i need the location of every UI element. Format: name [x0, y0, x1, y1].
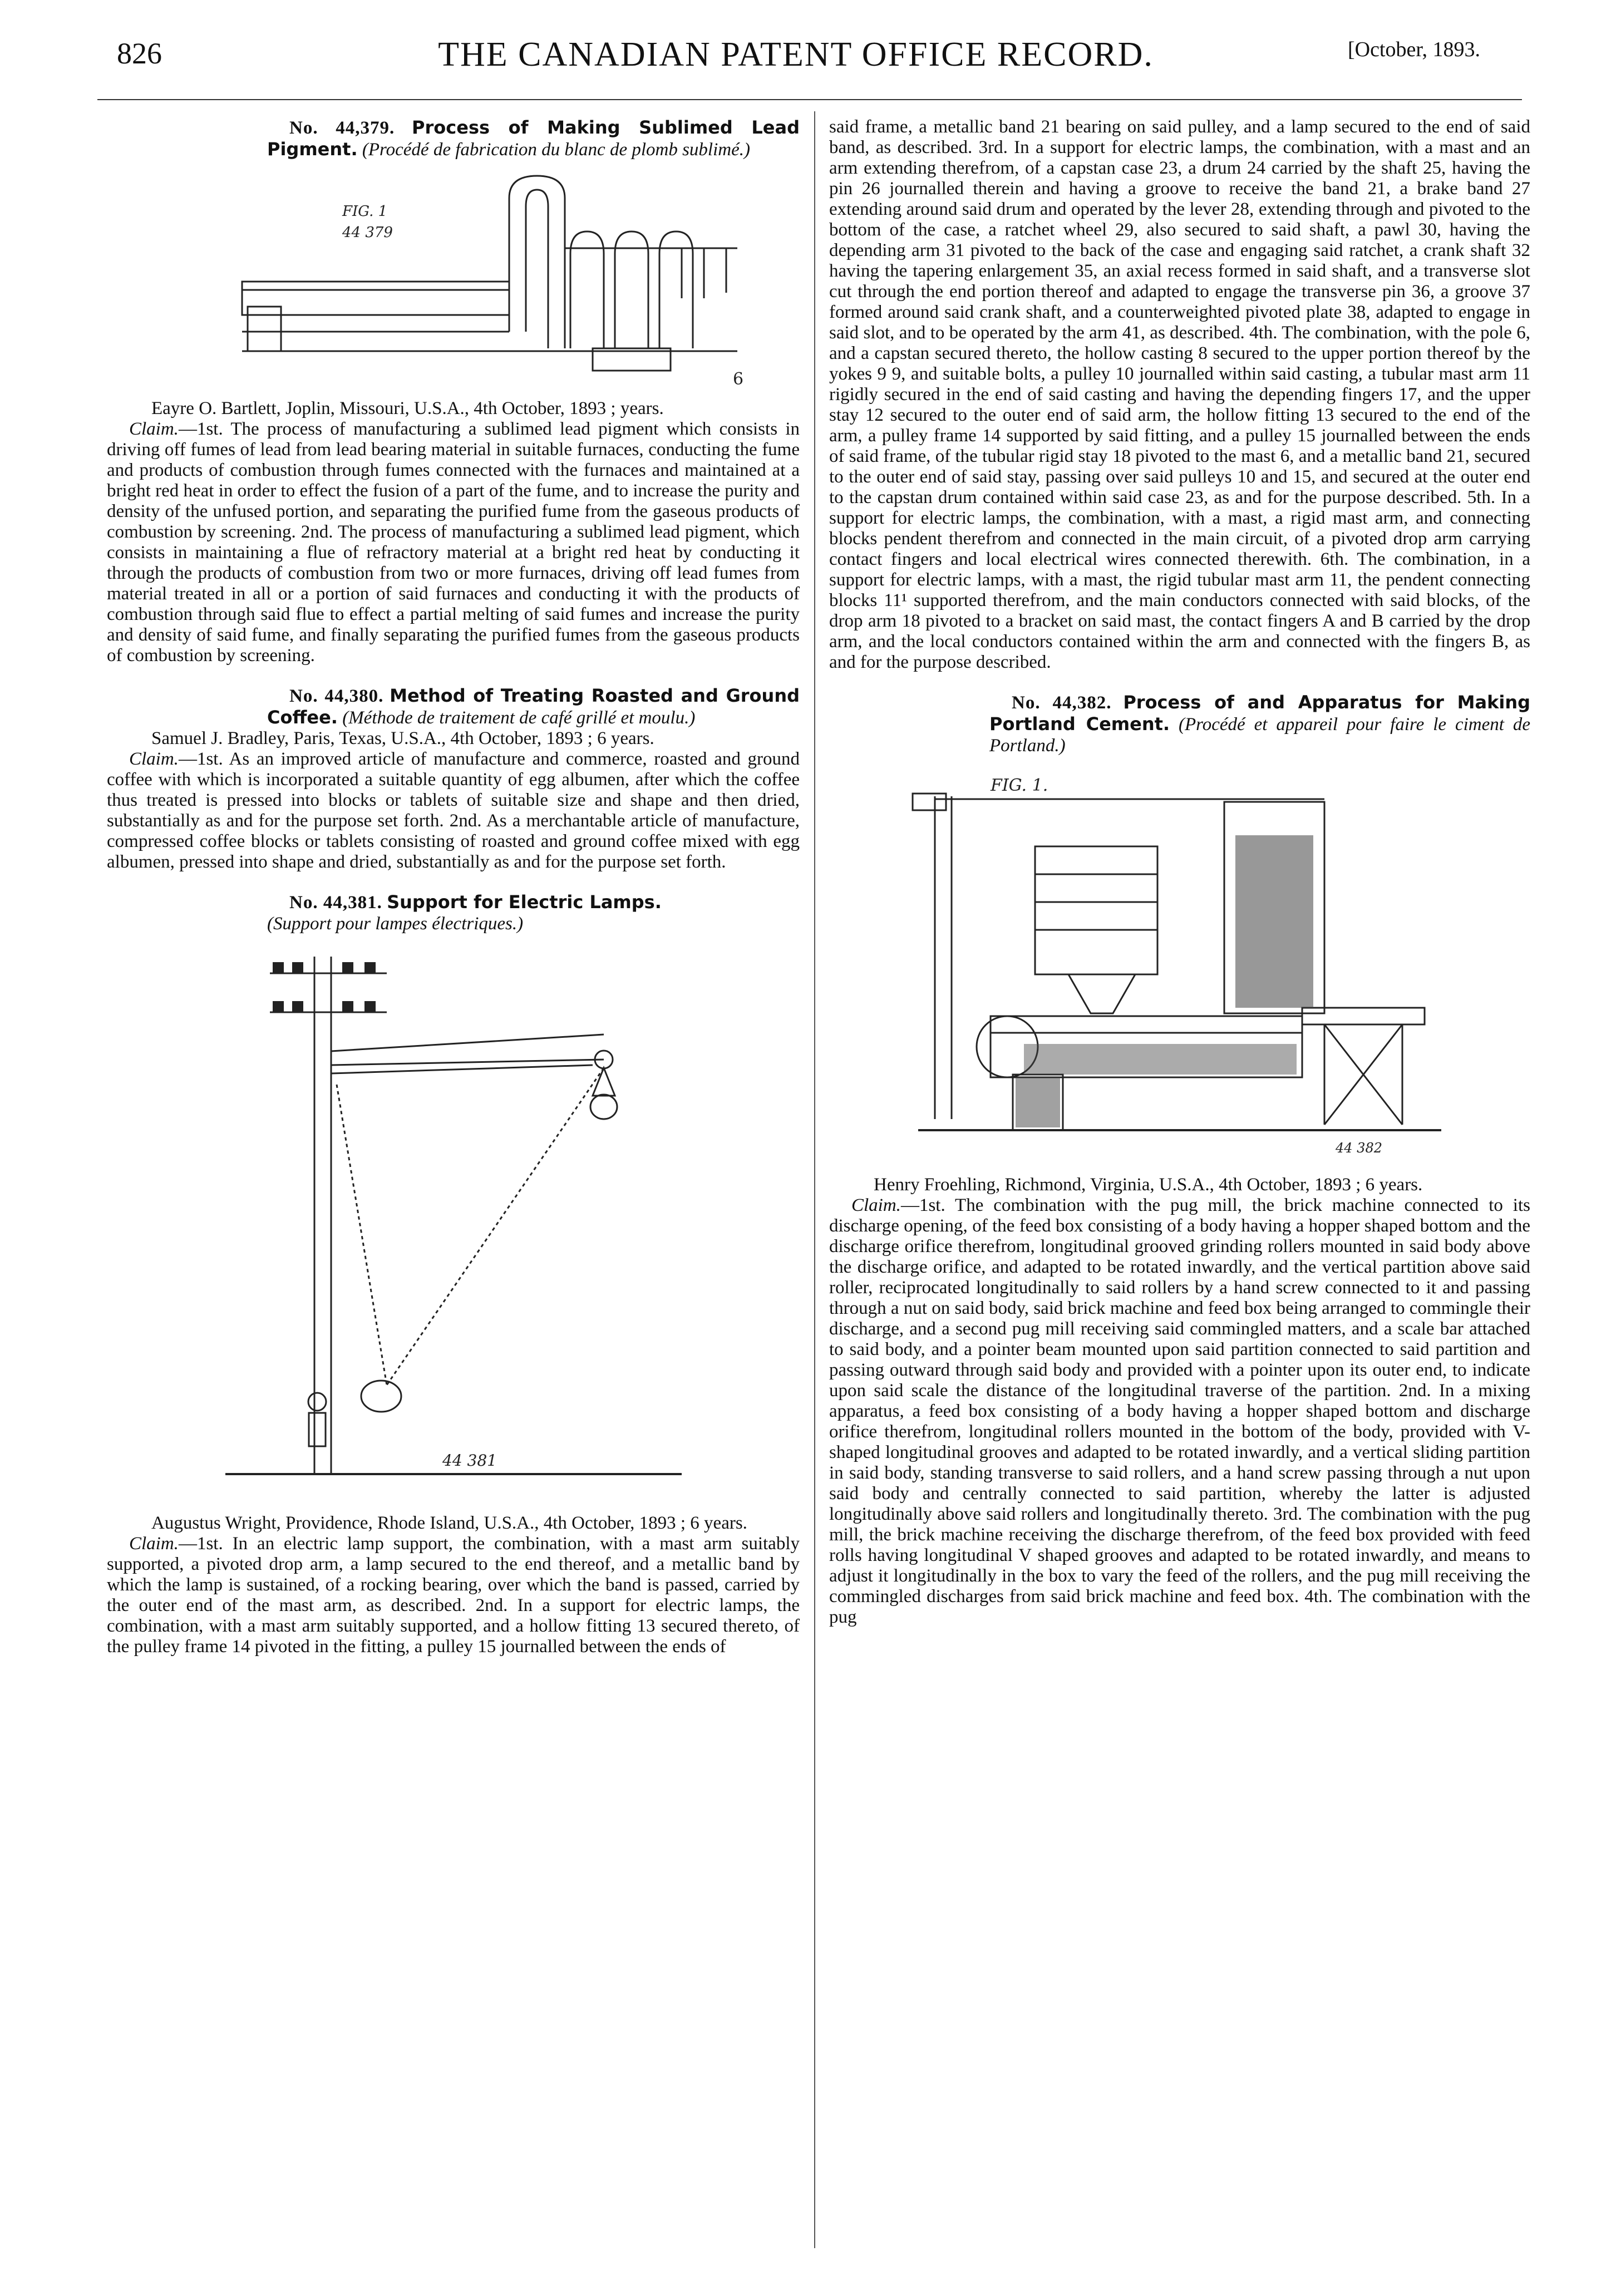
figure-lead-furnace [159, 165, 748, 398]
lamp-support-drawing [203, 940, 704, 1513]
claim-label: Claim. [129, 1534, 179, 1554]
patent-number: No. 44,382. [1012, 693, 1112, 713]
claim-text: —1st. The combination with the pug mill, the brick machine connected to its discharge opening, of the feed box consisting of a body having a hopper shaped bottom and the discharge orifice therefrom, longitudinal grooved grinding rollers mounted in said body above the discharge orifice, and adapted to be rotated inwardly, and the vertical partition above said roller, reciprocated longitudinally to said rollers by a hand screw connected to it and passing through a nut on said body, said brick machine and feed box being arranged to commingle their discharge, and a second pug mill receiving said commingled matters, and a scale bar attached to said body, and a pointer beam mounted upon said partition connected to said partition and passing outward through said body and provided with a pointer upon its outer end, to indicate upon said scale the distance of the longitudinal traverse of the partition. 2nd. In a mixing apparatus, a feed box consisting of a body having a hopper shaped bottom and discharge orifice therefrom, longitudinal rollers mounted in the bottom of the body, provided with V-shaped longitudinal grooves and adapted to be rotated inwardly, and a vertical sliding partition in said body, standing transverse to said rollers, and a hand screw passing through a nut upon said body and centrally connected to said partition, whereby the latter is adjusted longitudinally above said rollers and longitudinally thereto. 3rd. The combination with the pug mill, the brick machine receiving the discharge therefrom, of the feed box provided with feed rolls having longitudinal V shaped grooves and adapted to be rotated inwardly, and means to adjust it longitudinally in the box to vary the feed of the rollers, and the pug mill receiving the commingled discharges from said brick machine and feed box. 4th. The combination with the pug [829, 1195, 1530, 1627]
cement-apparatus-drawing [901, 763, 1458, 1175]
patent-number: No. 44,380. [289, 686, 384, 706]
patent-heading [107, 891, 800, 934]
patent-claim [107, 749, 800, 873]
patent-french-title: (Support pour lampes électriques.) [267, 914, 524, 934]
patent-number: No. 44,381. [289, 893, 382, 913]
patent-44382 [829, 692, 1530, 1628]
figure-number: 44 381 [442, 1451, 497, 1470]
column-divider [814, 111, 815, 2248]
patent-title: Method of Treating Roasted and Ground Coffee. [267, 685, 800, 728]
patent-title: Process of Making Sublimed Lead Pigment. [267, 117, 800, 160]
patent-title: Support for Electric Lamps. [387, 891, 662, 913]
claim-label: Claim. [129, 419, 179, 439]
patent-french-title: (Procédé et appareil pour faire le ciment de Portland.) [989, 715, 1531, 756]
left-column [107, 117, 800, 1657]
claim-continuation: said frame, a metallic band 21 bearing on said pulley, and a lamp secured to the end of said band, as described. 3rd. In a support for electric lamps, the combination, with a mast and an arm extending therefrom, of a capstan case 23, a drum 24 carried by the shaft 25, having the pin 26 journalled therein and having a groove to receive the band 21, a brake band 27 extending around said drum and operated by the lever 28, extending through and pivoted to the bottom of the case, a ratchet wheel 29, also secured to said shaft, a pawl 30, having the depending arm 31 pivoted to the back of the case and engaging said ratchet, a crank shaft 32 having the tapering enlargement 35, an axial recess formed in said shaft, and a transverse slot cut through the end portion thereof and adapted to engage the transverse pin 36, a groove 37 formed around said crank shaft, and a counterweighted pivoted plate 38, adapted to engage in said slot, and to be operated by the arm 41, as described. 4th. The combination, with the pole 6, and a capstan secured thereto, the hollow casting 8 secured to the upper portion thereof by the yokes 9 9, and suitable bolts, a pulley 10 journalled within said casting, a tubular mast arm 11 rigidly secured in the end of said casting and having the depending fingers 17, and the upper stay 12 secured to the outer end of said arm, the hollow fitting 13 secured to the end of the arm, a pulley frame 14 supported by said fitting, and a pulley 15 journalled between the ends of said frame, of the tubular rigid stay 18 pivoted to the mast 6, and a metallic band 21, secured to the outer end of said stay, passing over said pulleys 10 and 15, and secured at the outer end to the capstan drum contained within said case 23, as and for the purpose described. 5th. In a support for electric lamps, the combination, with a mast, a rigid mast arm, and connecting blocks pendent therefrom and connected in the main circuit, of a pivoted drop arm carrying contact fingers and local electrical wires connected therewith. 6th. The combination, in a support for electric lamps, with a mast, the rigid tubular mast arm 11, the pendent connecting blocks 11¹ supported therefrom, and the main conductors connected with said blocks, of the drop arm 18 pivoted to a bracket on said mast, the contact fingers A and B carried by the drop arm, and the local conductors contained within the arm and connected with the fingers B, as and for the purpose described. [829, 117, 1530, 672]
page-header [111, 31, 1480, 81]
patent-heading [107, 117, 800, 160]
patent-claim [107, 1534, 800, 1657]
figure-number: 44 382 [1336, 1140, 1382, 1156]
claim-text: —1st. As an improved article of manufacture and commerce, roasted and ground coffee with which is incorporated a suitable quantity of egg albumen, after which the coffee thus treated is pressed into blocks or tablets of suitable size and shape and then dried, substantially as and for the purpose set forth. 2nd. As a merchantable article of manufacture, compressed coffee blocks or tablets consisting of roasted and ground coffee mixed with egg albumen, pressed into shape and dried, substantially as and for the purpose set forth. [107, 749, 800, 872]
patent-french-title: (Procédé de fabrication du blanc de plomb sublimé.) [362, 140, 750, 160]
figure-caption: FIG. 1. [991, 776, 1048, 795]
patent-44379 [107, 117, 800, 666]
claim-text: —1st. The process of manufacturing a sublimed lead pigment which consists in driving off fumes of lead from lead bearing material in suitable furnaces, conducting the fume and products of combustion through fumes connected with the furnaces and maintained at a bright red heat in order to effect the fusion of a part of the fume, and to increase the purity and density of the unfused portion, and separating the purified fume from the gaseous products of combustion by screening. 2nd. The process of manufacturing a sublimed lead pigment, which consists in maintaining a flue of refractory material at a bright red heat by conducting it through the products of combustion from two or more furnaces, driving off lead fumes from material treated in all or a portion of said furnaces and conducting it with the products of combustion through said flue to effect a partial melting of said fumes and increase the purity and density of said fume, and finally separating the purified fumes from the gaseous products of combustion by screening. [107, 419, 800, 666]
patent-inventor: Augustus Wright, Providence, Rhode Island, U.S.A., 4th October, 1893 ; 6 years. [151, 1513, 747, 1533]
patent-number: No. 44,379. [289, 118, 395, 138]
patent-heading [107, 685, 800, 728]
patent-44380 [107, 685, 800, 873]
patent-french-title: (Méthode de traitement de café grillé et moulu.) [342, 708, 696, 728]
patent-heading [829, 692, 1530, 756]
claim-label: Claim. [129, 749, 179, 769]
patent-inventor: Samuel J. Bradley, Paris, Texas, U.S.A., 4th October, 1893 ; 6 years. [151, 728, 654, 748]
figure-number: 44 379 [342, 224, 393, 241]
patent-claim [107, 419, 800, 666]
claim-text: —1st. In an electric lamp support, the combination, with a mast arm suitably supported, a pivoted drop arm, a lamp secured to the end thereof, and a metallic band by which the lamp is sustained, of a rocking bearing, over which the band is passed, carried by the outer end of the mast arm, as described. 2nd. In a support for electric lamps, the combination, with a mast arm suitably supported, and a hollow fitting 13 secured thereto, of the pulley frame 14 pivoted in the fitting, a pulley 15 journalled between the ends of [107, 1534, 800, 1657]
figure-cement-apparatus [901, 763, 1458, 1175]
patent-44381 [107, 891, 800, 1657]
page-number: 826 [117, 37, 162, 70]
header-rule [97, 99, 1522, 100]
issue-date: [October, 1893. [1347, 38, 1480, 61]
patent-inventor: Henry Froehling, Richmond, Virginia, U.S.A., 4th October, 1893 ; 6 years. [874, 1175, 1423, 1195]
patent-inventor: Eayre O. Bartlett, Joplin, Missouri, U.S.A., 4th October, 1893 ; years. [151, 398, 664, 418]
patent-claim [829, 1195, 1530, 1628]
figure-lamp-support [203, 940, 704, 1513]
figure-caption: FIG. 1 [342, 203, 387, 220]
journal-title: THE CANADIAN PATENT OFFICE RECORD. [438, 36, 1154, 73]
claim-label: Claim. [851, 1195, 901, 1215]
lead-furnace-drawing [159, 165, 748, 398]
right-column [829, 117, 1530, 1628]
patent-title: Process of and Apparatus for Making Portland Cement. [989, 692, 1531, 735]
figure-side-number: 6 [732, 369, 743, 389]
